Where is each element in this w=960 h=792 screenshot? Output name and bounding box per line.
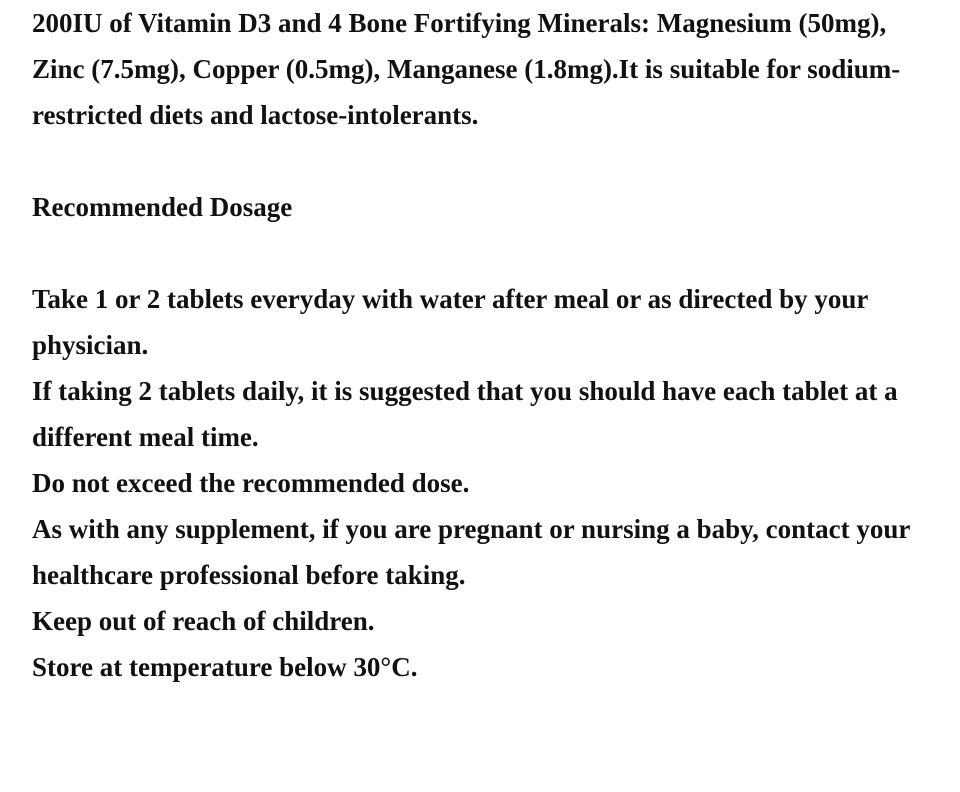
dosage-warning: As with any supplement, if you are pregnant or nursing a baby, contact your healthcare professional before taking. <box>32 514 910 590</box>
product-info-document <box>32 0 932 690</box>
dosage-instruction: If taking 2 tablets daily, it is suggested that you should have each tablet at a different meal time. <box>32 376 898 452</box>
storage-note: Keep out of reach of children. <box>32 606 375 636</box>
storage-note: Store at temperature below 30°C. <box>32 652 418 682</box>
spacer <box>32 138 932 184</box>
spacer <box>32 230 932 276</box>
dosage-warning: Do not exceed the recommended dose. <box>32 468 470 498</box>
dosage-instruction: Take 1 or 2 tablets everyday with water after meal or as directed by your physician. <box>32 284 868 360</box>
product-description: 200IU of Vitamin D3 and 4 Bone Fortifying Minerals: Magnesium (50mg), Zinc (7.5mg), Copper (0.5mg), Manganese (1.8mg).It is suitable for sodium-restricted diets and lactose-intolerants. <box>32 8 901 130</box>
dosage-heading: Recommended Dosage <box>32 192 293 222</box>
